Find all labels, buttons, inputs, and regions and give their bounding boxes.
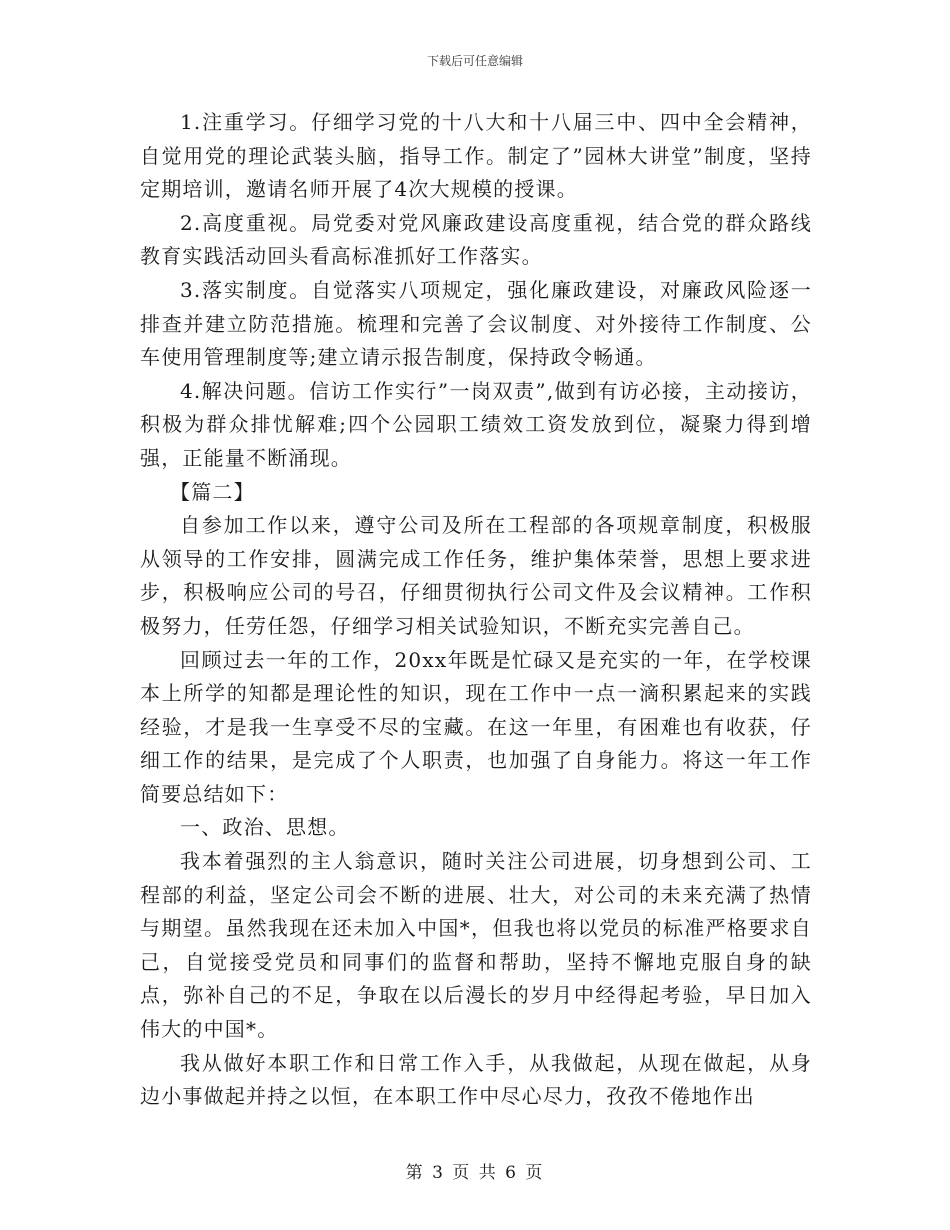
paragraph-6: 自参加工作以来，遵守公司及所在工程部的各项规章制度，积极服从领导的工作安排，圆满完成工作任务，维护集体荣誉，思想上要求进步，积极响应公司的号召，仔细贯彻执行公司文件及会议精神。工作积极努力，任劳任怨，仔细学习相关试验知识，不断充实完善自己。 <box>140 513 812 638</box>
paragraph-2: 2.高度重视。局党委对党风廉政建设高度重视，结合党的群众路线教育实践活动回头看高标准抓好工作落实。 <box>140 210 812 269</box>
paragraph-4: 4.解决问题。信访工作实行”一岗双责”,做到有访必接，主动接访，积极为群众排忧解难;四个公园职工绩效工资发放到位，凝聚力得到增强，正能量不断涌现。 <box>140 378 812 470</box>
document-body <box>140 106 812 1114</box>
paragraph-7: 回顾过去一年的工作，20xx年既是忙碌又是充实的一年，在学校课本上所学的知都是理论性的知识，现在工作中一点一滴积累起来的实践经验，才是我一生享受不尽的宝藏。在这一年里，有困难也有收获，仔细工作的结果，是完成了个人职责，也加强了自身能力。将这一年工作简要总结如下： <box>140 647 812 806</box>
page-footer: 第 3 页 共 6 页 <box>405 1163 545 1183</box>
section-heading: 【篇二】 <box>170 479 255 504</box>
paragraph-3: 3.落实制度。自觉落实八项规定，强化廉政建设，对廉政风险逐一排查并建立防范措施。梳理和完善了会议制度、对外接待工作制度、公车使用管理制度等;建立请示报告制度，保持政令畅通。 <box>140 277 812 370</box>
page-header: 下载后可任意编辑 <box>426 54 523 68</box>
paragraph-10: 我从做好本职工作和日常工作入手，从我做起，从现在做起，从身边小事做起并持之以恒，在本职工作中尽心尽力，孜孜不倦地作出 <box>140 1050 812 1109</box>
paragraph-8: 一、政治、思想。 <box>180 815 350 840</box>
paragraph-1: 1.注重学习。仔细学习党的十八大和十八届三中、四中全会精神，自觉用党的理论武装头脑，指导工作。制定了”园林大讲堂”制度，坚持定期培训，邀请名师开展了4次大规模的授课。 <box>140 110 812 202</box>
paragraph-9: 我本着强烈的主人翁意识，随时关注公司进展，切身想到公司、工程部的利益，坚定公司会不断的进展、壮大，对公司的未来充满了热情与期望。虽然我现在还未加入中国*，但我也将以党员的标准严格要求自己，自觉接受党员和同事们的监督和帮助，坚持不懈地克服自身的缺点，弥补自己的不足，争取在以后漫长的岁月中经得起考验，早日加入伟大的中国*。 <box>140 849 812 1042</box>
